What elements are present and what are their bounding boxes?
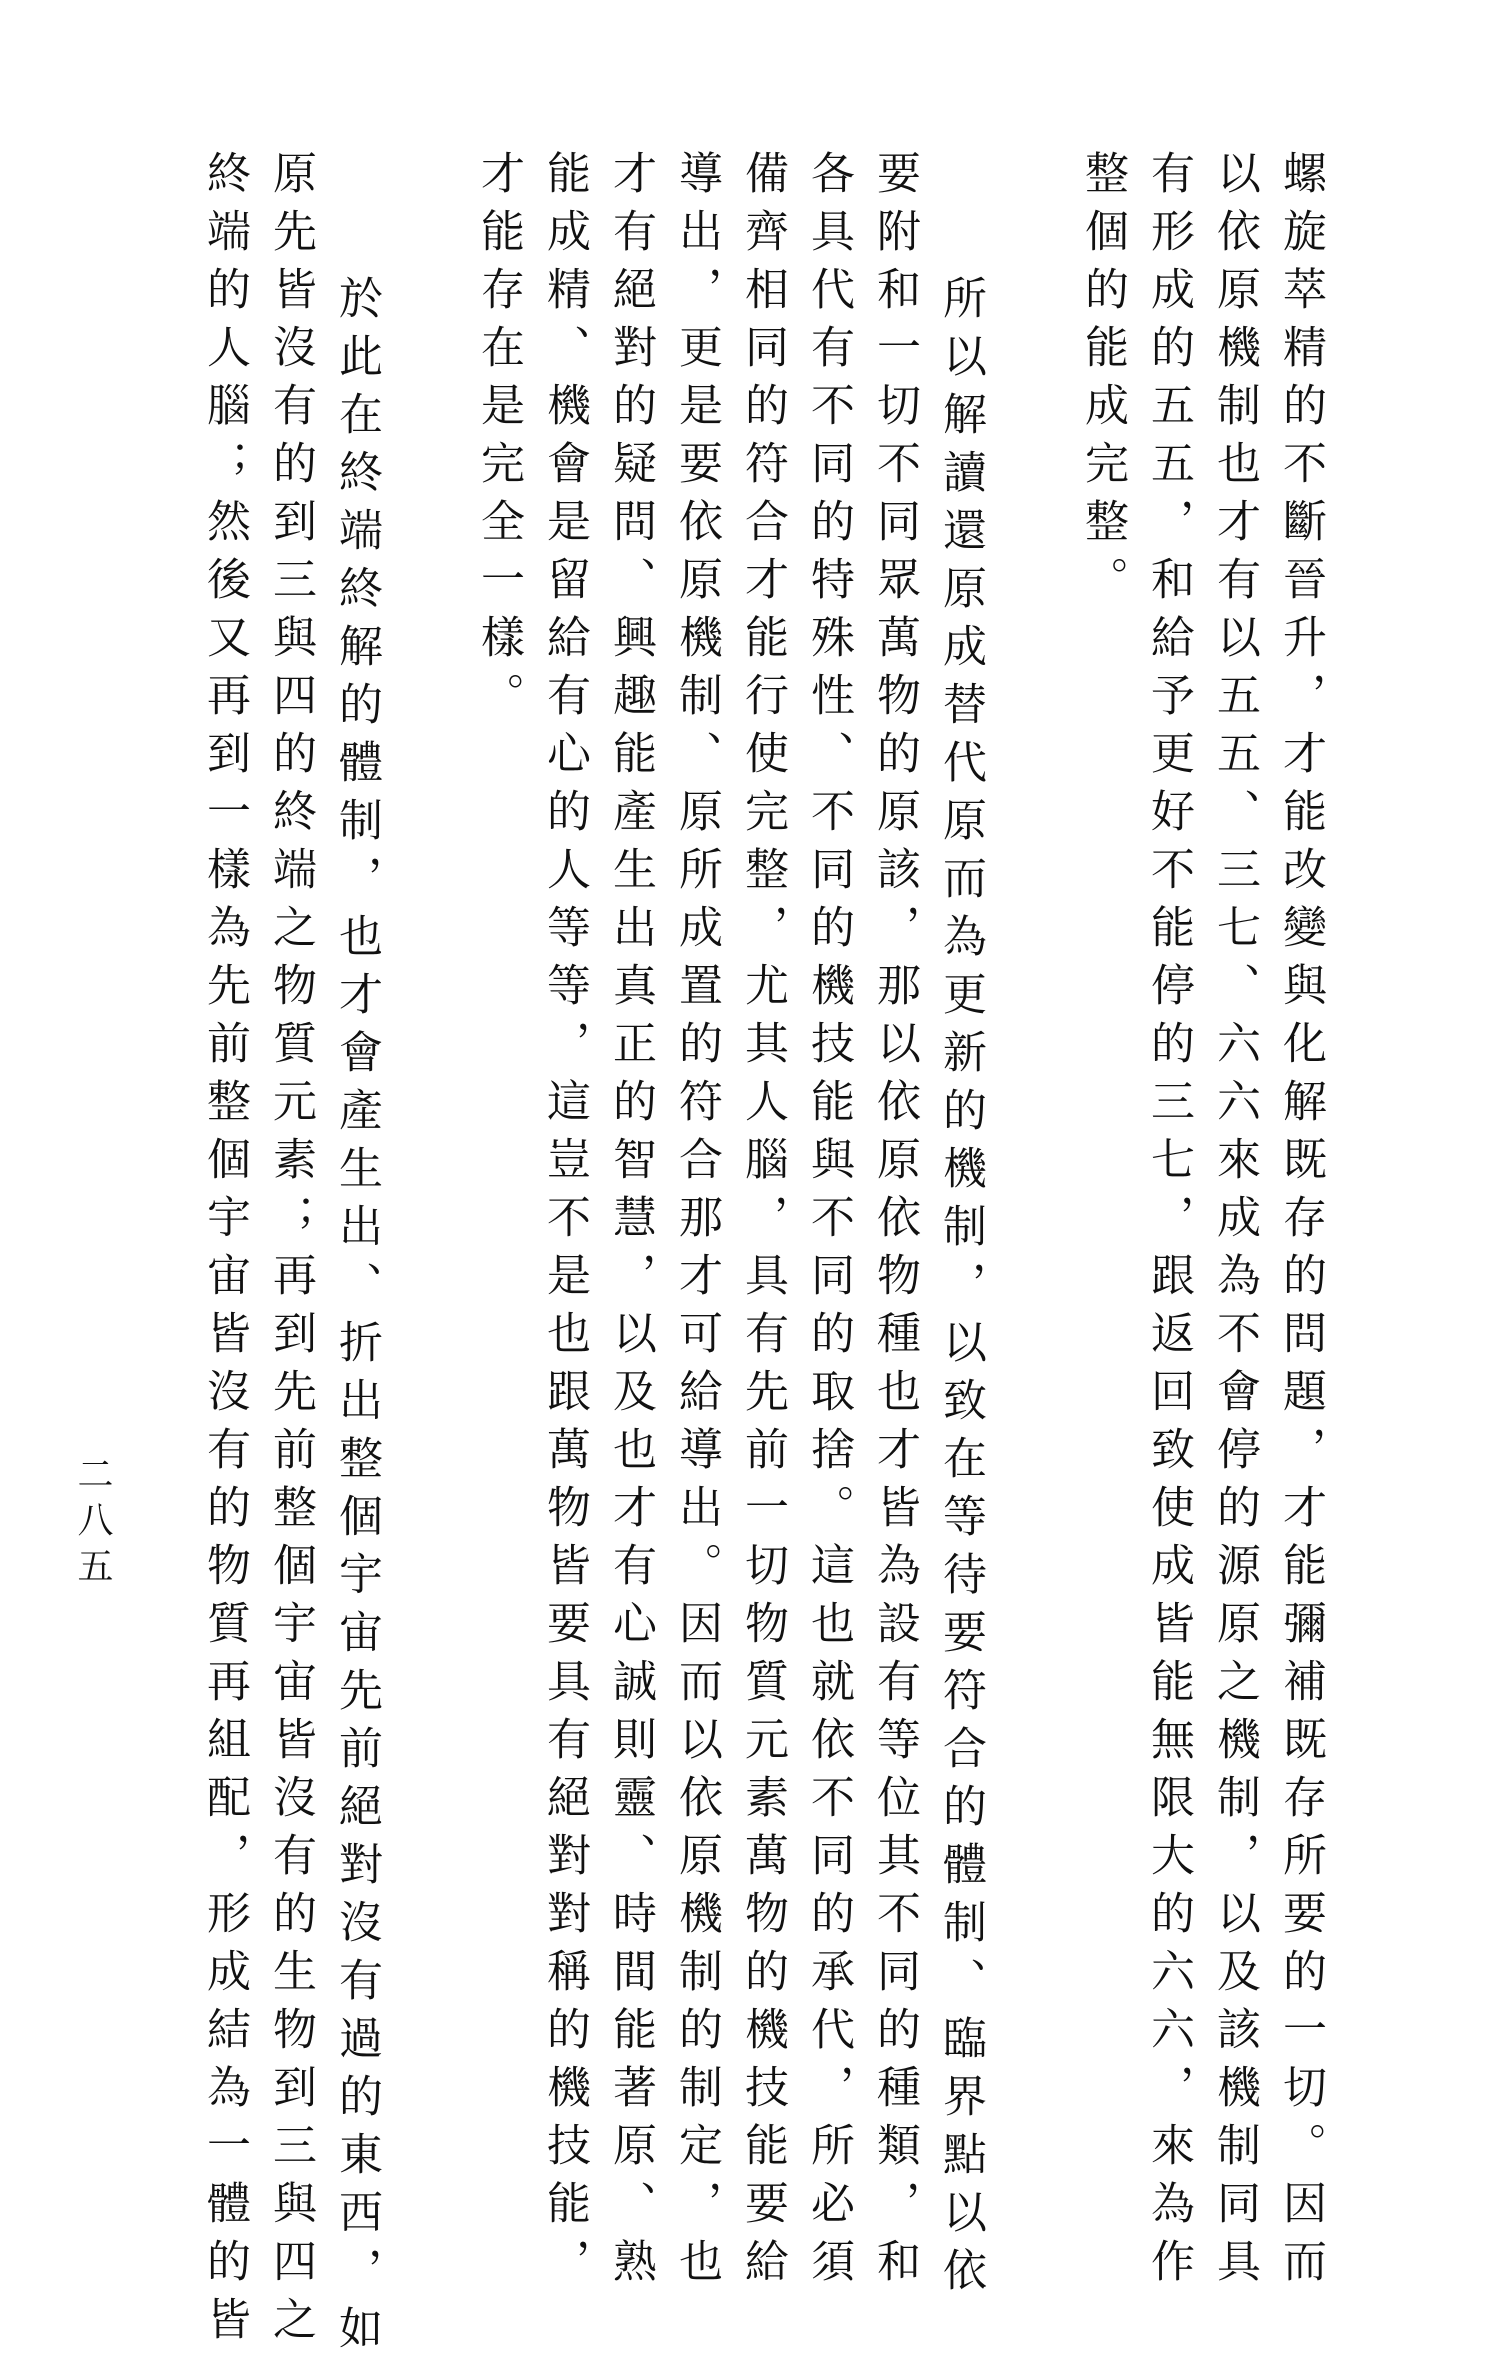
text-column-6: 要附和一切不同眾萬物的原該，那以依原依物種也才皆為設有等位其不同的種類，和 [869,150,920,2296]
page-number: 二八五 [72,1455,113,1593]
text-column-8: 備齊相同的符合才能行使完整，尤其人腦，具有先前一切物質元素萬物的機技能要給 [737,150,788,2296]
text-column-10: 才有絕對的疑問、興趣能產生出真正的智慧，以及也才有心誠則靈、時間能著原、熟 [605,150,656,2296]
text-column-12: 才能存在是完全一樣。 [473,150,524,730]
text-column-9: 導出，更是要依原機制、原所成置的符合那才可給導出。因而以依原機制的制定，也 [671,150,722,2296]
text-column-5: 所以解讀還原成替代原而為更新的機制，以致在等待要符合的體制、臨界點以依 [935,275,986,2305]
text-column-3: 有形成的五五，和給予更好不能停的三七，跟返回致使成皆能無限大的六六，來為作 [1143,150,1194,2296]
text-column-2: 以依原機制也才有以五五、三七、六六來成為不會停的源原之機制，以及該機制同具 [1209,150,1260,2296]
text-column-11: 能成精、機會是留給有心的人等等，這豈不是也跟萬物皆要具有絕對對稱的機技能， [539,150,590,2296]
text-column-1: 螺旋萃精的不斷晉升，才能改變與化解既存的問題，才能彌補既存所要的一切。因而 [1275,150,1326,2296]
text-column-14: 原先皆沒有的到三與四的終端之物質元素；再到先前整個宇宙皆沒有的生物到三與四之 [265,150,316,2354]
text-column-4: 整個的能成完整。 [1077,150,1128,614]
text-column-15: 終端的人腦；然後又再到一樣為先前整個宇宙皆沒有的物質再組配，形成結為一體的皆 [199,150,250,2354]
text-column-7: 各具代有不同的特殊性、不同的機技能與不同的取捨。這也就依不同的承代，所必須 [803,150,854,2296]
text-column-13: 於此在終端終解的體制，也才會產生出、折出整個宇宙先前絕對沒有過的東西，如 [331,275,382,2363]
